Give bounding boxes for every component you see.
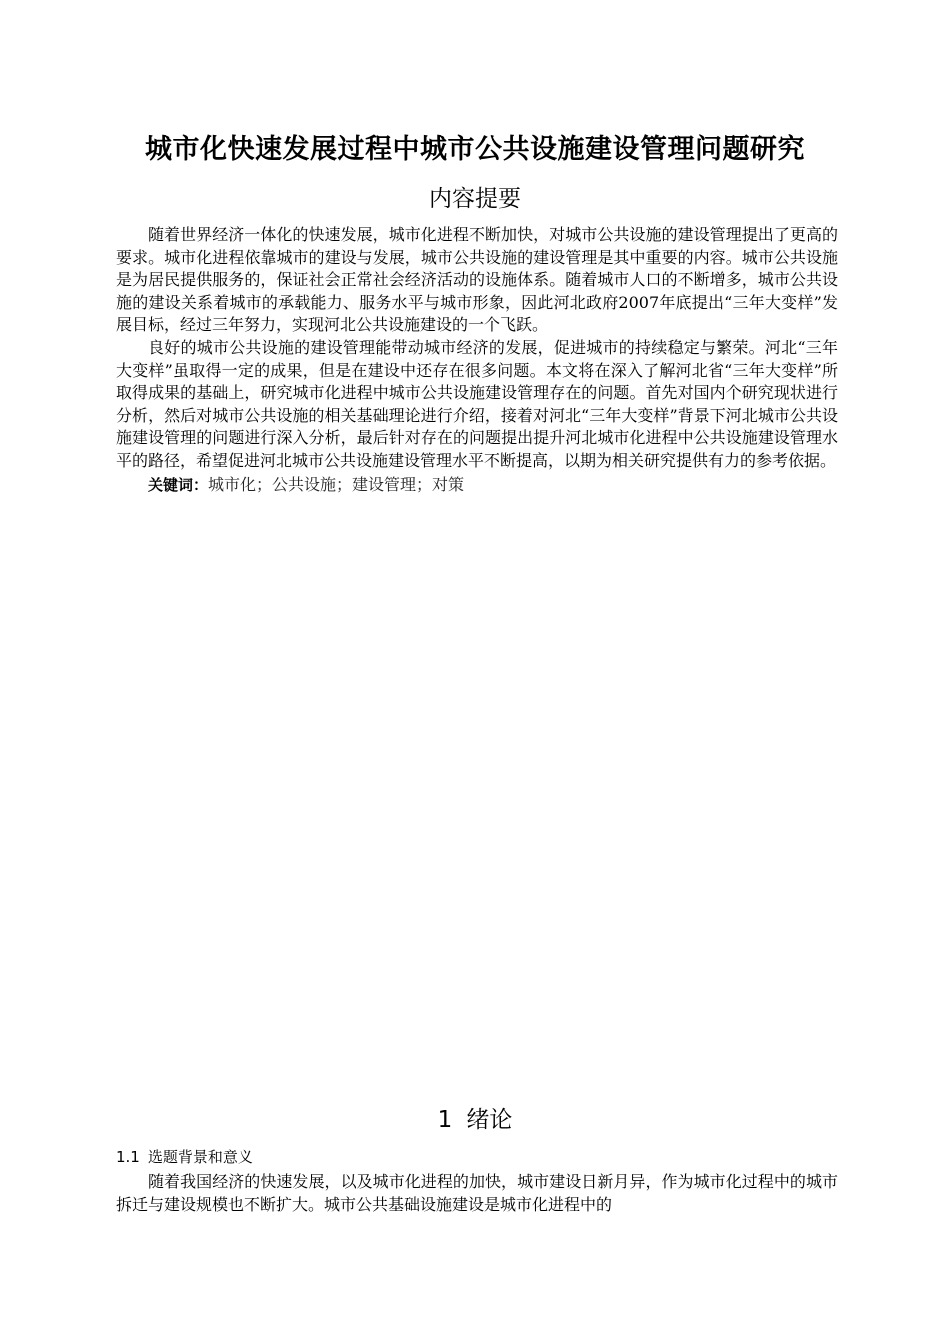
abstract-section xyxy=(116,224,838,497)
chapter-heading xyxy=(0,1104,950,1136)
document-title: 城市化快速发展过程中城市公共设施建设管理问题研究 xyxy=(145,134,805,165)
abstract-heading: 内容提要 xyxy=(429,186,521,212)
keywords-text: 城市化；公共设施；建设管理；对策 xyxy=(208,474,465,494)
section-title: 选题背景和意义 xyxy=(147,1148,253,1166)
section-heading xyxy=(116,1145,253,1169)
keywords-label: 关键词： xyxy=(148,475,209,494)
keywords-line xyxy=(116,473,838,497)
chapter-title: 绪论 xyxy=(466,1107,513,1133)
section-number: 1.1 xyxy=(116,1148,140,1166)
abstract-paragraph: 良好的城市公共设施的建设管理能带动城市经济的发展，促进城市的持续稳定与繁荣。河北“三年大变样”虽取得一定的成果，但是在建设中还存在很多问题。本文将在深入了解河北省“三年大变样”所取得成果的基础上，研究城市化进程中城市公共设施建设管理存在的问题。首先对国内个研究现状进行分析，然后对城市公共设施的相关基础理论进行介绍，接着对河北“三年大变样”背景下河北城市公共设施建设管理的问题进行深入分析，最后针对存在的问题提出提升河北城市化进程中公共设施建设管理水平的路径，希望促进河北城市公共设施建设管理水平不断提高，以期为相关研究提供有力的参考依据。 xyxy=(116,337,838,470)
abstract-paragraph: 随着世界经济一体化的快速发展，城市化进程不断加快，对城市公共设施的建设管理提出了更高的要求。城市化进程依靠城市的建设与发展，城市公共设施的建设管理是其中重要的内容。城市公共设施是为居民提供服务的，保证社会正常社会经济活动的设施体系。随着城市人口的不断增多，城市公共设施的建设关系着城市的承载能力、服务水平与城市形象，因此河北政府2007年底提出“三年大变样”发展目标，经过三年努力，实现河北公共设施建设的一个飞跃。 xyxy=(116,225,838,335)
body-text xyxy=(116,1170,838,1216)
chapter-number: 1 xyxy=(437,1107,453,1133)
body-paragraph: 随着我国经济的快速发展，以及城市化进程的加快，城市建设日新月异，作为城市化过程中的城市拆迁与建设规模也不断扩大。城市公共基础设施建设是城市化进程中的 xyxy=(116,1172,838,1214)
